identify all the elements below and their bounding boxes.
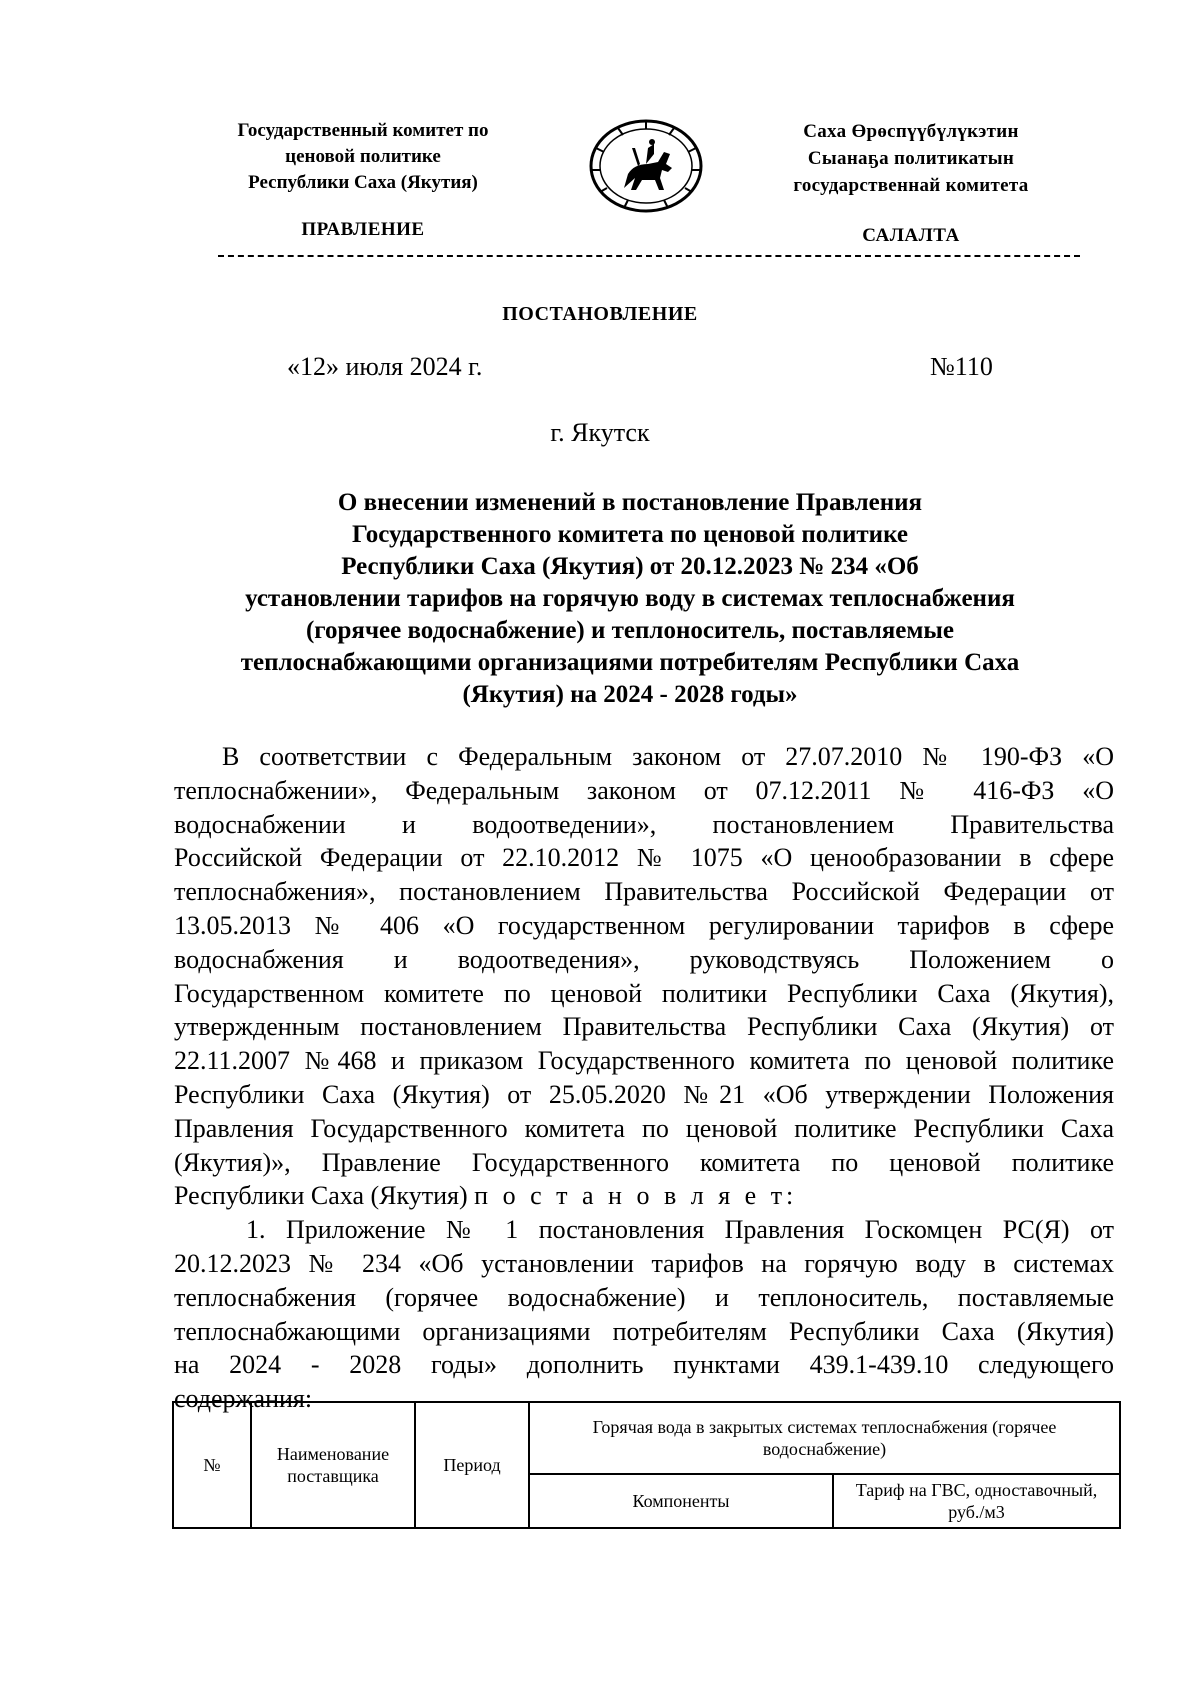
document-city: г. Якутск	[550, 418, 650, 447]
header-right-line: Сыанаҕа политикатын	[807, 148, 1015, 169]
body-line: Республики Саха (Якутия) от 25.05.2020 №21 «Об утверждении Положения	[174, 1079, 1114, 1109]
table-header-name: Наименование поставщика	[251, 1402, 415, 1528]
body-line: теплоснабжении», Федеральным законом от 07.12.2011 № 416-ФЗ «О	[174, 775, 1114, 805]
body-line: теплоснабжения», постановлением Правительства Российской Федерации от	[174, 877, 1114, 907]
document-type: ПОСТАНОВЛЕНИЕ	[502, 303, 698, 325]
document-body	[174, 740, 1114, 1416]
tariff-table	[172, 1401, 1121, 1529]
header-right-subtitle: САЛАЛТА	[862, 225, 960, 246]
header-left-line: ценовой политике	[285, 146, 441, 167]
title-line: Республики Саха (Якутия) от 20.12.2023 № 234 «Об	[341, 553, 919, 580]
item1-line: теплоснабжения (горячее водоснабжение) и теплоноситель, поставляемые	[174, 1282, 1114, 1312]
table-header-period: Период	[415, 1402, 529, 1528]
title-line: О внесении изменений в постановление Правления	[337, 489, 923, 516]
title-line: теплоснабжающими организациями потребителям Республики Саха	[240, 649, 1020, 676]
header-right-line: государственнай комитета	[793, 175, 1029, 196]
item1-line: на 2024 - 2028 годы» дополнить пунктами 439.1-439.10 следующего	[174, 1350, 1114, 1380]
header-divider	[218, 255, 1080, 257]
body-line: Российской Федерации от 22.10.2012 № 1075 «О ценообразовании в сфере	[174, 843, 1114, 873]
resolve-prefix: Республики Саха (Якутия)	[174, 1181, 475, 1211]
header-right-line: Саха Өрөспүүбүлүкэтин	[803, 121, 1019, 142]
header-left-block	[190, 118, 536, 243]
document-number: №110	[930, 352, 993, 381]
title-line: (Якутия) на 2024 - 2028 годы»	[462, 681, 798, 708]
resolve-word: п о с т а н о в л я е т:	[474, 1181, 798, 1211]
item1-line: 20.12.2023 № 234 «Об установлении тарифов на горячую воду в системах	[174, 1248, 1114, 1278]
body-line: утвержденным постановлением Правительства Республики Саха (Якутия) от	[174, 1012, 1114, 1042]
resolve-line	[174, 1179, 1114, 1213]
header-left-line: Республики Саха (Якутия)	[248, 172, 478, 193]
table-header-num: №	[173, 1402, 251, 1528]
title-line: Государственного комитета по ценовой политике	[352, 521, 908, 548]
sakha-coat-of-arms-icon	[588, 118, 704, 214]
body-line: 13.05.2013 № 406 «О государственном регулировании тарифов в сфере	[174, 910, 1114, 940]
body-line: 22.11.2007 №468 и приказом Государственного комитета по ценовой политике	[174, 1046, 1114, 1076]
item1-line: теплоснабжающими организациями потребителям Республики Саха (Якутия)	[174, 1316, 1114, 1346]
table-header-tariff: Тариф на ГВС, одноставочный, руб./м3	[833, 1474, 1120, 1528]
body-line: водоснабжении и водоотведении», постановлением Правительства	[174, 809, 1114, 839]
table-header-components: Компоненты	[529, 1474, 833, 1528]
body-line: Правления Государственного комитета по ценовой политике Республики Саха	[174, 1113, 1114, 1143]
body-line: Государственном комитете по ценовой политики Республики Саха (Якутия),	[174, 978, 1114, 1008]
table-header-group: Горячая вода в закрытых системах теплоснабжения (горячее водоснабжение)	[529, 1402, 1120, 1474]
document-title	[170, 487, 1090, 711]
body-line: (Якутия)», Правление Государственного комитета по ценовой политике	[174, 1147, 1114, 1177]
title-line: установлении тарифов на горячую воду в системах теплоснабжения	[245, 585, 1015, 612]
document-date: «12» июля 2024 г.	[287, 352, 483, 381]
title-line: (горячее водоснабжение) и теплоноситель, поставляемые	[305, 617, 955, 644]
item1-line: 1. Приложение № 1 постановления Правления Госкомцен РС(Я) от	[246, 1215, 1114, 1245]
body-line: водоснабжения и водоотведения», руководствуясь Положением о	[174, 944, 1114, 974]
body-line: В соответствии с Федеральным законом от 27.07.2010 № 190-ФЗ «О	[222, 742, 1114, 771]
header-left-subtitle: ПРАВЛЕНИЕ	[301, 219, 425, 240]
header-right-block	[746, 118, 1076, 249]
item1-line: содержания:	[174, 1384, 313, 1414]
header-left-line: Государственный комитет по	[237, 120, 489, 141]
table-header-row	[173, 1402, 1120, 1474]
